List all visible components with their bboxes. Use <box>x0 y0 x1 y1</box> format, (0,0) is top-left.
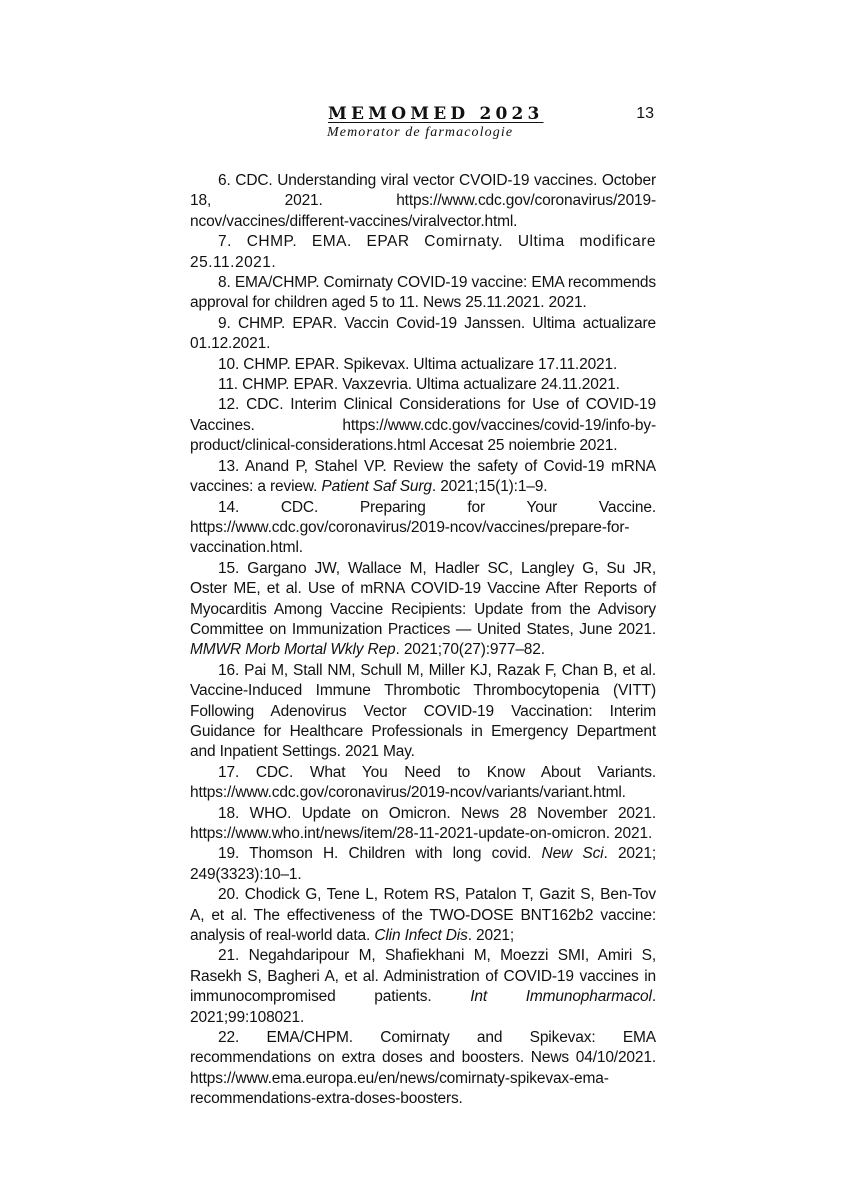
journal-title: MEMOMED 2023 <box>328 104 544 124</box>
reference-number: 11. <box>218 376 238 394</box>
reference-item <box>190 232 656 273</box>
reference-journal-name: Patient Saf Surg <box>321 478 432 496</box>
reference-text: Gargano JW, Wallace M, Hadler SC, Langley G, Su JR, Oster ME, et al. Use of mRNA COVID-19 Vaccine After Reports of Myocarditis Among Vaccine Recipients: Update from the Advisory Committee on Immunization Practices — United States, June 2021. <box>190 559 656 638</box>
reference-number: 8. <box>218 274 231 292</box>
reference-text: Chodick G, Tene L, Rotem RS, Patalon T, Gazit S, Ben-Tov A, et al. The effectiveness of the TWO-DOSE BNT162b2 vaccine: analysis of real-world data. <box>190 886 656 945</box>
reference-text: CDC. Interim Clinical Considerations for Use of COVID-19 Vaccines. https://www.cdc.gov/vaccines/covid-19/info-by-product/clinical-considerations.html Accesat 25 noiembrie 2021. <box>190 396 656 455</box>
reference-number: 16. <box>218 661 240 679</box>
reference-text: CDC. What You Need to Know About Variants. https://www.cdc.gov/coronavirus/2019-ncov/variants/variant.html. <box>190 763 656 802</box>
reference-text: CHMP. EMA. EPAR Comirnaty. Ultima modificare 25.11.2021. <box>190 233 656 271</box>
reference-item <box>190 395 656 456</box>
reference-journal-name: Clin Infect Dis <box>374 927 468 945</box>
reference-item <box>190 355 656 375</box>
reference-number: 6. <box>218 172 231 189</box>
reference-number: 12. <box>218 396 240 414</box>
reference-item <box>190 1028 656 1110</box>
reference-item <box>190 946 656 1028</box>
reference-text: CHMP. EPAR. Vaccin Covid-19 Janssen. Ultima actualizare 01.12.2021. <box>190 314 656 353</box>
reference-number: 22. <box>218 1029 240 1047</box>
reference-item <box>190 804 656 845</box>
reference-text: . 2021;99:108021. <box>190 988 656 1026</box>
reference-item <box>190 661 656 763</box>
reference-item <box>190 375 656 395</box>
reference-text: Thomson H. Children with long covid. <box>249 845 542 863</box>
reference-item <box>190 844 656 885</box>
reference-text: CHMP. EPAR. Vaxzevria. Ultima actualizare 24.11.2021. <box>242 376 620 394</box>
reference-text: . 2021;15(1):1–9. <box>431 478 548 496</box>
reference-item <box>190 171 656 232</box>
page-number: 13 <box>636 105 654 122</box>
journal-subtitle: Memorator de farmacologie <box>327 125 514 140</box>
reference-text: . 2021; 249(3323):10–1. <box>190 845 656 883</box>
reference-journal-name: Int Immunopharmacol <box>470 988 652 1006</box>
reference-text: CDC. Understanding viral vector CVOID-19 vaccines. October 18, 2021. https://www.cdc.gov/coronavirus/2019-ncov/vaccines/different-vaccines/viralvector.html. <box>190 172 656 230</box>
reference-number: 20. <box>218 886 240 904</box>
reference-text: CHMP. EPAR. Spikevax. Ultima actualizare 17.11.2021. <box>243 355 618 373</box>
reference-number: 21. <box>218 947 240 965</box>
reference-number: 9. <box>218 314 231 332</box>
reference-text: CDC. Preparing for Your Vaccine. https://www.cdc.gov/coronavirus/2019-ncov/vaccines/prepare-for-vaccination.html. <box>190 498 656 557</box>
reference-text: Anand P, Stahel VP. Review the safety of Covid-19 mRNA vaccines: a review. <box>190 457 656 496</box>
reference-journal-name: MMWR Morb Mortal Wkly Rep <box>190 641 396 659</box>
reference-text: WHO. Update on Omicron. News 28 November 2021. https://www.who.int/news/item/28-11-2021-update-on-omicron. 2021. <box>190 804 656 842</box>
reference-list <box>190 171 656 1110</box>
reference-number: 15. <box>218 559 240 577</box>
reference-item <box>190 273 656 314</box>
reference-journal-name: New Sci <box>541 845 604 863</box>
reference-text: Negahdaripour M, Shafiekhani M, Moezzi SMI, Amiri S, Rasekh S, Bagheri A, et al. Administration of COVID-19 vaccines in immunocompromised patients. <box>190 947 656 1006</box>
reference-number: 19. <box>218 845 240 863</box>
reference-number: 18. <box>218 804 240 822</box>
reference-item <box>190 559 656 661</box>
reference-item <box>190 314 656 355</box>
reference-text: Pai M, Stall NM, Schull M, Miller KJ, Razak F, Chan B, et al. Vaccine-Induced Immune Thrombotic Thrombocytopenia (VITT) Following Adenovirus Vector COVID-19 Vaccination: Interim Guidance for Healthcare Professionals in Emergency Department and Inpatient Settings. 2021 May. <box>190 661 656 761</box>
reference-item <box>190 457 656 498</box>
reference-number: 14. <box>218 498 240 516</box>
reference-number: 13. <box>218 457 240 475</box>
reference-number: 7. <box>218 233 232 251</box>
running-header <box>190 104 656 148</box>
reference-text: EMA/CHMP. Comirnaty COVID-19 vaccine: EMA recommends approval for children aged 5 to 11. News 25.11.2021. 2021. <box>190 274 656 312</box>
reference-number: 17. <box>218 763 240 781</box>
reference-item <box>190 763 656 804</box>
reference-item <box>190 885 656 946</box>
reference-text: EMA/CHPM. Comirnaty and Spikevax: EMA recommendations on extra doses and boosters. News 04/10/2021. https://www.ema.europa.eu/en/news/comirnaty-spikevax-ema-recommendations-extra-doses-boosters. <box>190 1029 656 1108</box>
reference-number: 10. <box>218 355 240 373</box>
reference-text: . 2021;70(27):977–82. <box>395 641 545 659</box>
reference-text: . 2021; <box>467 927 515 945</box>
reference-item <box>190 498 656 559</box>
